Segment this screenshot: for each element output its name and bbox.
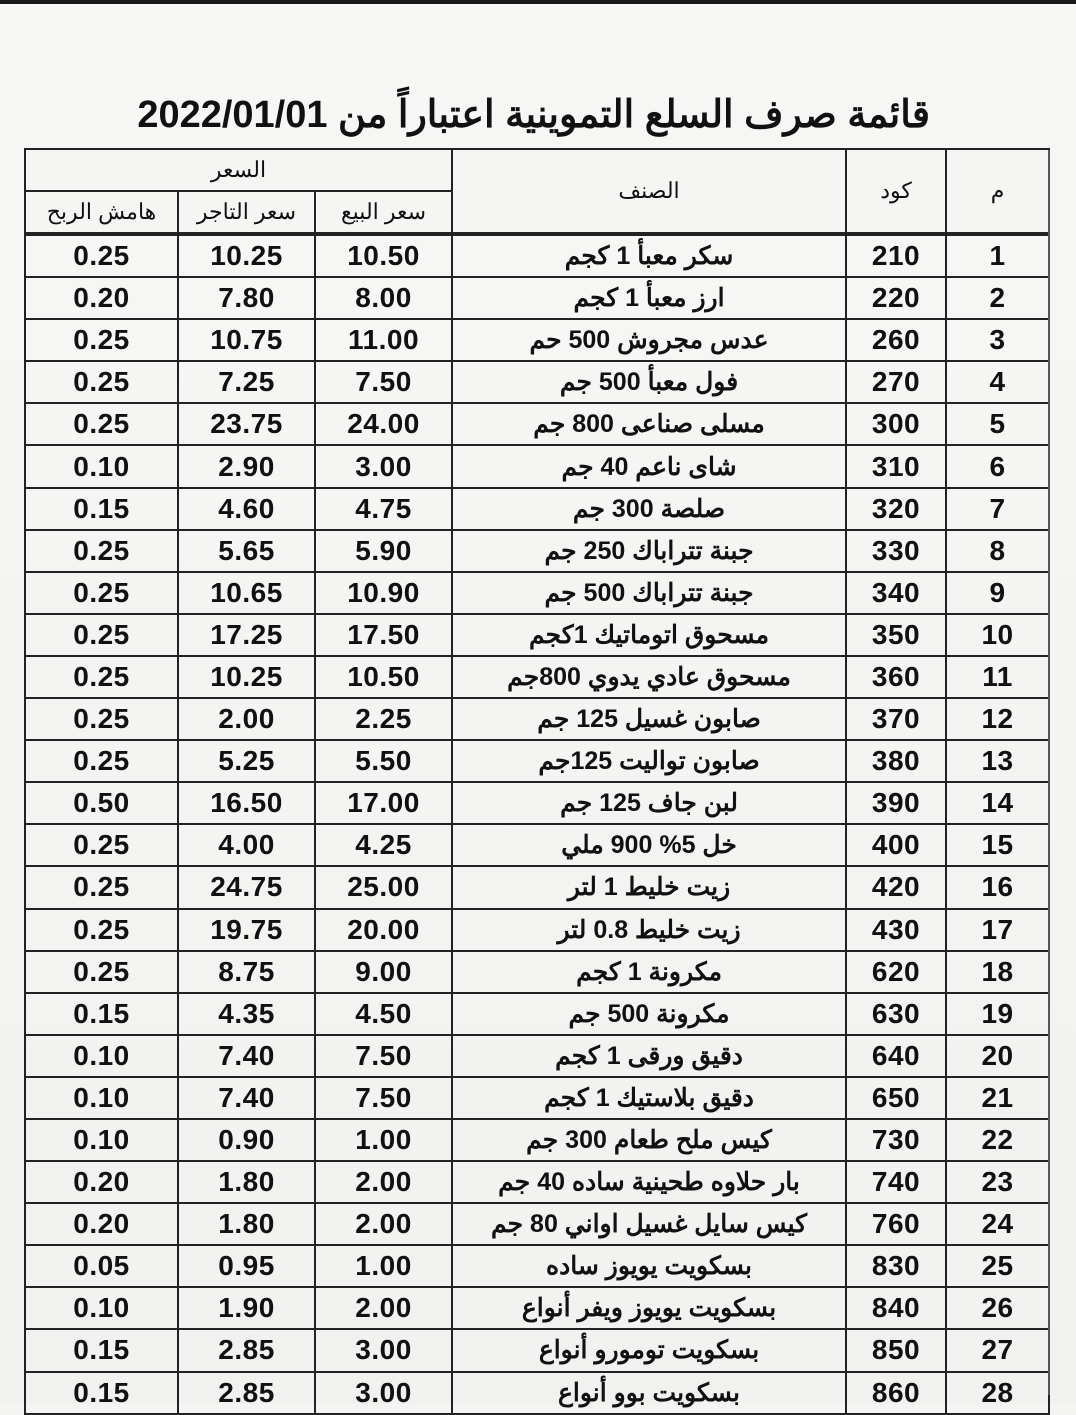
- item-name-cell: كيس ملح طعام 300 جم: [452, 1119, 846, 1161]
- trader-price-cell: 1.80: [178, 1161, 315, 1203]
- profit-margin-cell: 0.25: [25, 951, 178, 993]
- profit-margin-cell: 0.15: [25, 1372, 178, 1414]
- item-code-cell: 210: [846, 234, 946, 277]
- table-row: [25, 782, 1049, 824]
- table-row: [25, 1203, 1049, 1245]
- page-title: قائمة صرف السلع التموينية اعتباراً من 2022/01/01: [137, 94, 930, 136]
- table-edge-shadow: [1048, 150, 1050, 1395]
- item-name-cell: كيس سايل غسيل اواني 80 جم: [452, 1203, 846, 1245]
- table-row: [25, 1035, 1049, 1077]
- trader-price-cell: 2.90: [178, 445, 315, 487]
- row-number-cell: 6: [946, 445, 1049, 487]
- profit-margin-cell: 0.25: [25, 403, 178, 445]
- profit-margin-cell: 0.50: [25, 782, 178, 824]
- sale-price-cell: 1.00: [315, 1245, 452, 1287]
- profit-margin-cell: 0.25: [25, 319, 178, 361]
- sale-price-cell: 10.50: [315, 656, 452, 698]
- trader-price-cell: 5.65: [178, 530, 315, 572]
- item-name-cell: شاى ناعم 40 جم: [452, 445, 846, 487]
- item-code-cell: 650: [846, 1077, 946, 1119]
- row-number-cell: 1: [946, 234, 1049, 277]
- row-number-cell: 14: [946, 782, 1049, 824]
- profit-margin-cell: 0.25: [25, 824, 178, 866]
- row-number-cell: 28: [946, 1372, 1049, 1414]
- sale-price-cell: 4.25: [315, 824, 452, 866]
- trader-price-cell: 7.80: [178, 277, 315, 319]
- profit-margin-cell: 0.10: [25, 445, 178, 487]
- table-row: [25, 1077, 1049, 1119]
- price-table: [24, 148, 1050, 1415]
- item-name-cell: بسكويت بوو أنواع: [452, 1372, 846, 1414]
- row-number-cell: 11: [946, 656, 1049, 698]
- table-row: [25, 740, 1049, 782]
- profit-margin-cell: 0.25: [25, 234, 178, 277]
- sale-price-cell: 1.00: [315, 1119, 452, 1161]
- table-row: [25, 656, 1049, 698]
- trader-price-cell: 10.75: [178, 319, 315, 361]
- item-code-cell: 220: [846, 277, 946, 319]
- item-code-cell: 420: [846, 866, 946, 908]
- row-number-cell: 13: [946, 740, 1049, 782]
- profit-margin-cell: 0.15: [25, 993, 178, 1035]
- sale-price-cell: 11.00: [315, 319, 452, 361]
- item-name-cell: بسكويت تومورو أنواع: [452, 1329, 846, 1371]
- item-name-cell: خل 5% 900 ملي: [452, 824, 846, 866]
- profit-margin-cell: 0.25: [25, 530, 178, 572]
- trader-price-cell: 0.95: [178, 1245, 315, 1287]
- trader-price-cell: 7.25: [178, 361, 315, 403]
- trader-price-cell: 24.75: [178, 866, 315, 908]
- table-row: [25, 530, 1049, 572]
- sale-price-cell: 17.00: [315, 782, 452, 824]
- profit-margin-cell: 0.10: [25, 1035, 178, 1077]
- table-row: [25, 1119, 1049, 1161]
- row-number-cell: 22: [946, 1119, 1049, 1161]
- item-name-cell: مكرونة 1 كجم: [452, 951, 846, 993]
- item-code-cell: 740: [846, 1161, 946, 1203]
- sale-price-cell: 7.50: [315, 1077, 452, 1119]
- header-m: م: [946, 149, 1049, 234]
- item-name-cell: بسكويت يويوز ويفر أنواع: [452, 1287, 846, 1329]
- sale-price-cell: 17.50: [315, 614, 452, 656]
- table-row: [25, 361, 1049, 403]
- sale-price-cell: 2.00: [315, 1203, 452, 1245]
- item-code-cell: 430: [846, 909, 946, 951]
- table-row: [25, 614, 1049, 656]
- item-code-cell: 630: [846, 993, 946, 1035]
- trader-price-cell: 16.50: [178, 782, 315, 824]
- table-row: [25, 319, 1049, 361]
- sale-price-cell: 4.75: [315, 488, 452, 530]
- row-number-cell: 18: [946, 951, 1049, 993]
- item-code-cell: 260: [846, 319, 946, 361]
- item-name-cell: زيت خليط 0.8 لتر: [452, 909, 846, 951]
- item-code-cell: 760: [846, 1203, 946, 1245]
- trader-price-cell: 10.25: [178, 234, 315, 277]
- row-number-cell: 12: [946, 698, 1049, 740]
- row-number-cell: 23: [946, 1161, 1049, 1203]
- trader-price-cell: 4.60: [178, 488, 315, 530]
- trader-price-cell: 1.80: [178, 1203, 315, 1245]
- profit-margin-cell: 0.10: [25, 1077, 178, 1119]
- item-name-cell: عدس مجروش 500 حم: [452, 319, 846, 361]
- item-code-cell: 320: [846, 488, 946, 530]
- header-price-group: السعر: [25, 149, 452, 191]
- sale-price-cell: 5.90: [315, 530, 452, 572]
- item-code-cell: 360: [846, 656, 946, 698]
- item-code-cell: 310: [846, 445, 946, 487]
- trader-price-cell: 8.75: [178, 951, 315, 993]
- table-row: [25, 909, 1049, 951]
- item-name-cell: مسحوق اتوماتيك 1كجم: [452, 614, 846, 656]
- table-row: [25, 277, 1049, 319]
- profit-margin-cell: 0.20: [25, 1161, 178, 1203]
- sale-price-cell: 9.00: [315, 951, 452, 993]
- trader-price-cell: 4.35: [178, 993, 315, 1035]
- trader-price-cell: 2.85: [178, 1372, 315, 1414]
- row-number-cell: 7: [946, 488, 1049, 530]
- profit-margin-cell: 0.20: [25, 1203, 178, 1245]
- table-row: [25, 1329, 1049, 1371]
- sale-price-cell: 10.50: [315, 234, 452, 277]
- trader-price-cell: 17.25: [178, 614, 315, 656]
- trader-price-cell: 1.90: [178, 1287, 315, 1329]
- profit-margin-cell: 0.10: [25, 1119, 178, 1161]
- trader-price-cell: 10.65: [178, 572, 315, 614]
- item-name-cell: دقيق بلاستيك 1 كجم: [452, 1077, 846, 1119]
- sale-price-cell: 3.00: [315, 445, 452, 487]
- profit-margin-cell: 0.05: [25, 1245, 178, 1287]
- table-row: [25, 951, 1049, 993]
- item-code-cell: 380: [846, 740, 946, 782]
- sale-price-cell: 4.50: [315, 993, 452, 1035]
- item-code-cell: 860: [846, 1372, 946, 1414]
- row-number-cell: 26: [946, 1287, 1049, 1329]
- item-name-cell: ارز معبأ 1 كجم: [452, 277, 846, 319]
- trader-price-cell: 2.00: [178, 698, 315, 740]
- row-number-cell: 10: [946, 614, 1049, 656]
- header-code: كود: [846, 149, 946, 234]
- item-code-cell: 830: [846, 1245, 946, 1287]
- item-code-cell: 840: [846, 1287, 946, 1329]
- row-number-cell: 3: [946, 319, 1049, 361]
- item-name-cell: زيت خليط 1 لتر: [452, 866, 846, 908]
- profit-margin-cell: 0.25: [25, 656, 178, 698]
- row-number-cell: 24: [946, 1203, 1049, 1245]
- sale-price-cell: 2.00: [315, 1161, 452, 1203]
- profit-margin-cell: 0.15: [25, 1329, 178, 1371]
- table-row: [25, 234, 1049, 277]
- row-number-cell: 21: [946, 1077, 1049, 1119]
- trader-price-cell: 23.75: [178, 403, 315, 445]
- item-name-cell: مكرونة 500 جم: [452, 993, 846, 1035]
- profit-margin-cell: 0.10: [25, 1287, 178, 1329]
- item-code-cell: 400: [846, 824, 946, 866]
- trader-price-cell: 2.85: [178, 1329, 315, 1371]
- table-row: [25, 488, 1049, 530]
- sale-price-cell: 24.00: [315, 403, 452, 445]
- trader-price-cell: 19.75: [178, 909, 315, 951]
- table-row: [25, 824, 1049, 866]
- item-name-cell: صابون تواليت 125جم: [452, 740, 846, 782]
- trader-price-cell: 10.25: [178, 656, 315, 698]
- sale-price-cell: 7.50: [315, 1035, 452, 1077]
- row-number-cell: 27: [946, 1329, 1049, 1371]
- item-code-cell: 330: [846, 530, 946, 572]
- item-code-cell: 340: [846, 572, 946, 614]
- row-number-cell: 8: [946, 530, 1049, 572]
- profit-margin-cell: 0.25: [25, 614, 178, 656]
- item-name-cell: مسلى صناعى 800 جم: [452, 403, 846, 445]
- row-number-cell: 17: [946, 909, 1049, 951]
- row-number-cell: 2: [946, 277, 1049, 319]
- table-row: [25, 572, 1049, 614]
- header-row-1: [25, 149, 1049, 191]
- row-number-cell: 9: [946, 572, 1049, 614]
- table-row: [25, 1372, 1049, 1414]
- row-number-cell: 25: [946, 1245, 1049, 1287]
- profit-margin-cell: 0.25: [25, 361, 178, 403]
- item-name-cell: مسحوق عادي يدوي 800جم: [452, 656, 846, 698]
- item-name-cell: جبنة تتراباك 500 جم: [452, 572, 846, 614]
- sale-price-cell: 8.00: [315, 277, 452, 319]
- item-name-cell: لبن جاف 125 جم: [452, 782, 846, 824]
- item-code-cell: 300: [846, 403, 946, 445]
- row-number-cell: 5: [946, 403, 1049, 445]
- trader-price-cell: 5.25: [178, 740, 315, 782]
- item-name-cell: صلصة 300 جم: [452, 488, 846, 530]
- table-row: [25, 1287, 1049, 1329]
- sale-price-cell: 7.50: [315, 361, 452, 403]
- item-name-cell: بسكويت يويوز ساده: [452, 1245, 846, 1287]
- sale-price-cell: 2.00: [315, 1287, 452, 1329]
- table-row: [25, 698, 1049, 740]
- table-body: [25, 234, 1049, 1414]
- item-code-cell: 730: [846, 1119, 946, 1161]
- row-number-cell: 20: [946, 1035, 1049, 1077]
- item-code-cell: 620: [846, 951, 946, 993]
- profit-margin-cell: 0.25: [25, 740, 178, 782]
- row-number-cell: 16: [946, 866, 1049, 908]
- table-row: [25, 866, 1049, 908]
- header-sale-price: سعر البيع: [315, 191, 452, 234]
- item-code-cell: 850: [846, 1329, 946, 1371]
- profit-margin-cell: 0.25: [25, 698, 178, 740]
- sale-price-cell: 3.00: [315, 1329, 452, 1371]
- item-name-cell: صابون غسيل 125 جم: [452, 698, 846, 740]
- header-trader-price: سعر التاجر: [178, 191, 315, 234]
- sale-price-cell: 5.50: [315, 740, 452, 782]
- item-name-cell: دقيق ورقى 1 كجم: [452, 1035, 846, 1077]
- item-name-cell: فول معبأ 500 جم: [452, 361, 846, 403]
- item-name-cell: بار حلاوه طحينية ساده 40 جم: [452, 1161, 846, 1203]
- table-row: [25, 445, 1049, 487]
- item-code-cell: 370: [846, 698, 946, 740]
- table-row: [25, 1161, 1049, 1203]
- item-code-cell: 350: [846, 614, 946, 656]
- sale-price-cell: 10.90: [315, 572, 452, 614]
- sale-price-cell: 3.00: [315, 1372, 452, 1414]
- item-code-cell: 270: [846, 361, 946, 403]
- table-row: [25, 403, 1049, 445]
- header-item: الصنف: [452, 149, 846, 234]
- item-name-cell: سكر معبأ 1 كجم: [452, 234, 846, 277]
- sale-price-cell: 25.00: [315, 866, 452, 908]
- profit-margin-cell: 0.15: [25, 488, 178, 530]
- profit-margin-cell: 0.25: [25, 866, 178, 908]
- item-code-cell: 390: [846, 782, 946, 824]
- row-number-cell: 4: [946, 361, 1049, 403]
- sale-price-cell: 2.25: [315, 698, 452, 740]
- profit-margin-cell: 0.25: [25, 572, 178, 614]
- item-code-cell: 640: [846, 1035, 946, 1077]
- trader-price-cell: 7.40: [178, 1035, 315, 1077]
- trader-price-cell: 4.00: [178, 824, 315, 866]
- table-row: [25, 1245, 1049, 1287]
- table-row: [25, 993, 1049, 1035]
- sale-price-cell: 20.00: [315, 909, 452, 951]
- row-number-cell: 19: [946, 993, 1049, 1035]
- profit-margin-cell: 0.25: [25, 909, 178, 951]
- row-number-cell: 15: [946, 824, 1049, 866]
- trader-price-cell: 0.90: [178, 1119, 315, 1161]
- trader-price-cell: 7.40: [178, 1077, 315, 1119]
- profit-margin-cell: 0.20: [25, 277, 178, 319]
- item-name-cell: جبنة تتراباك 250 جم: [452, 530, 846, 572]
- header-profit-margin: هامش الربح: [25, 191, 178, 234]
